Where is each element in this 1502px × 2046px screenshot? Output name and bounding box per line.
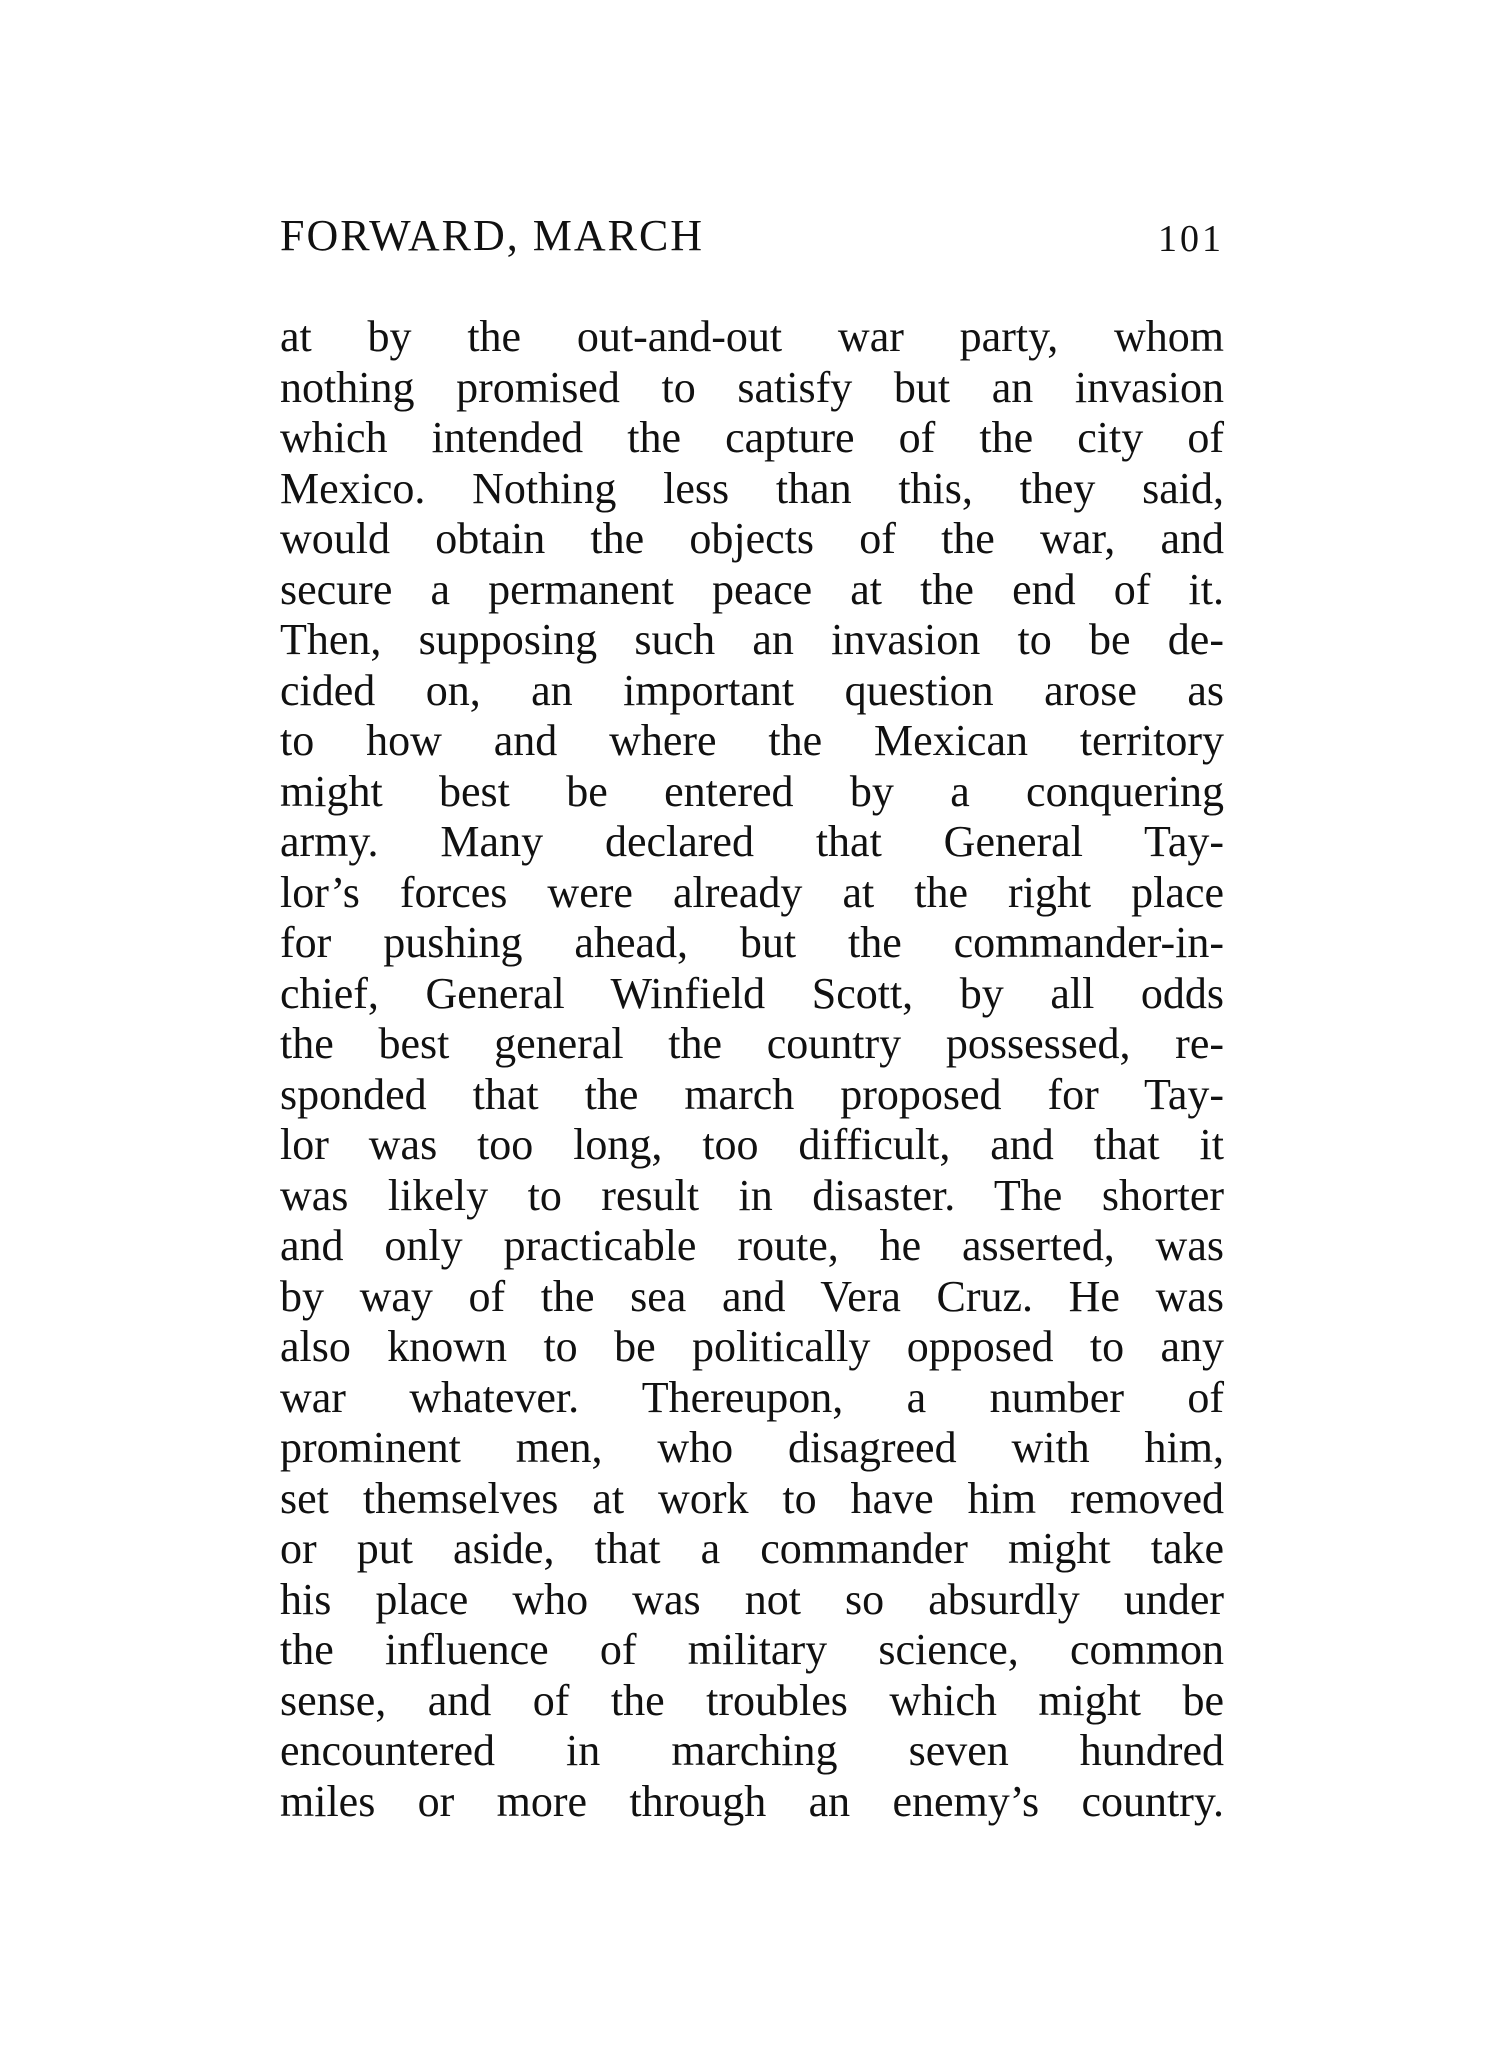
text-line (280, 918, 1224, 969)
text-line-content: secure a permanent peace at the end of it. (280, 564, 1224, 614)
text-line-content: encountered in marching seven hundred (280, 1726, 1224, 1775)
text-line-content: prominent men, who disagreed with him, (280, 1423, 1224, 1472)
text-line-content: lor was too long, too difficult, and that it (280, 1120, 1224, 1169)
text-line-content: chief, General Winfield Scott, by all odds (280, 968, 1224, 1018)
text-line-content: the best general the country possessed, re- (280, 1019, 1224, 1068)
text-line-content: at by the out-and-out war party, whom (280, 312, 1224, 361)
text-line-content: cided on, an important question arose as (280, 665, 1224, 715)
text-line-content: which intended the capture of the city of (280, 413, 1224, 462)
text-line-content: and only practicable route, he asserted, was (280, 1221, 1224, 1270)
text-line-content: miles or more through an enemy’s country. (280, 1776, 1224, 1826)
text-line (280, 1120, 1224, 1171)
text-line (280, 1221, 1224, 1272)
text-line-content: set themselves at work to have him removed (280, 1473, 1224, 1523)
text-line (280, 413, 1224, 464)
text-line (280, 868, 1224, 919)
text-line (280, 1373, 1224, 1424)
text-line-content: Then, supposing such an invasion to be de- (280, 615, 1224, 664)
body-text (280, 312, 1224, 1827)
text-line-content: nothing promised to satisfy but an invasion (280, 362, 1224, 412)
text-line-content: his place who was not so absurdly under (280, 1574, 1224, 1624)
text-line-content: by way of the sea and Vera Cruz. He was (280, 1271, 1224, 1321)
text-line (280, 1474, 1224, 1525)
text-line (280, 969, 1224, 1020)
text-line-content: lor’s forces were already at the right place (280, 867, 1224, 917)
text-line (280, 1676, 1224, 1727)
text-line (280, 1726, 1224, 1777)
chapter-title: FORWARD, MARCH (280, 211, 705, 260)
text-line (280, 363, 1224, 414)
text-line (280, 1019, 1224, 1070)
text-line-content: might best be entered by a conquering (280, 766, 1224, 816)
text-line (280, 1625, 1224, 1676)
text-line-content: was likely to result in disaster. The shorter (280, 1170, 1224, 1220)
text-line-content: to how and where the Mexican territory (280, 716, 1224, 765)
text-line-content: also known to be politically opposed to any (280, 1322, 1224, 1371)
text-line-content: army. Many declared that General Tay- (280, 817, 1224, 866)
running-header (280, 205, 1224, 261)
text-line-content: sponded that the march proposed for Tay- (280, 1069, 1224, 1119)
text-line (280, 1777, 1224, 1828)
text-line-content: would obtain the objects of the war, and (280, 514, 1224, 563)
text-line (280, 1070, 1224, 1121)
page-number: 101 (1158, 218, 1224, 260)
text-line (280, 767, 1224, 818)
text-line (280, 1423, 1224, 1474)
text-line-content: for pushing ahead, but the commander-in- (280, 918, 1224, 967)
text-line-content: or put aside, that a commander might take (280, 1524, 1224, 1573)
text-line (280, 1575, 1224, 1626)
text-line (280, 464, 1224, 515)
text-line (280, 1524, 1224, 1575)
text-line-content: Mexico. Nothing less than this, they said, (280, 463, 1224, 513)
text-line (280, 1171, 1224, 1222)
text-line (280, 615, 1224, 666)
text-line (280, 312, 1224, 363)
text-line (280, 565, 1224, 616)
text-line (280, 1322, 1224, 1373)
text-line-content: the influence of military science, common (280, 1625, 1224, 1674)
text-line (280, 514, 1224, 565)
text-line (280, 817, 1224, 868)
text-line (280, 1272, 1224, 1323)
text-line (280, 666, 1224, 717)
text-line-content: war whatever. Thereupon, a number of (280, 1372, 1224, 1422)
text-line-content: sense, and of the troubles which might be (280, 1675, 1224, 1725)
text-line (280, 716, 1224, 767)
